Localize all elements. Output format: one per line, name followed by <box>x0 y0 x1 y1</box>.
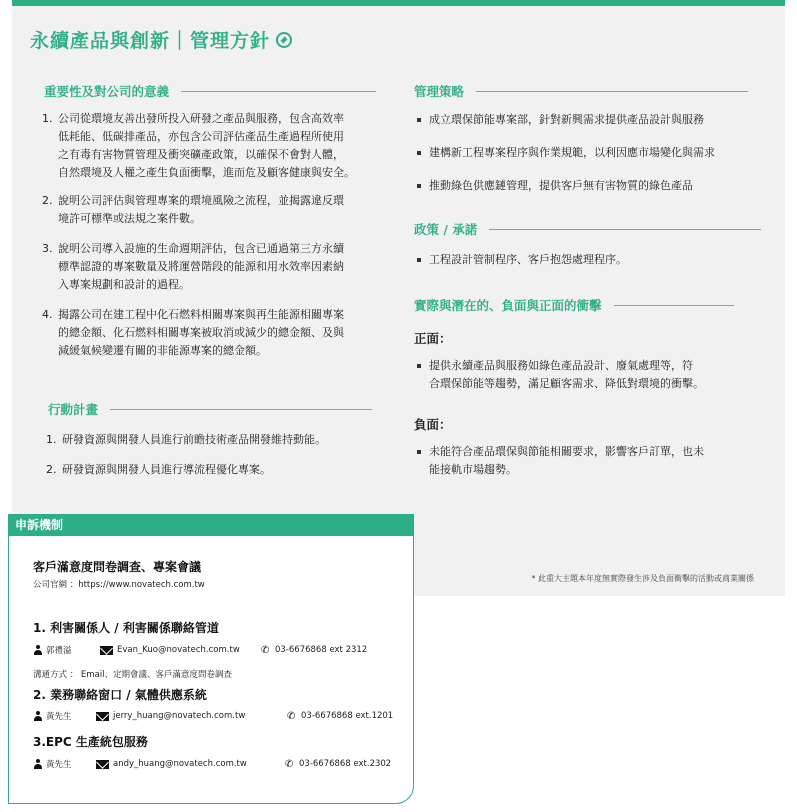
item-text: 推動綠色供應鏈管理，提供客戶無有害物質的綠色產品 <box>429 179 693 192</box>
contact-phone: 03-6676868 ext 2312 <box>275 645 368 655</box>
item-number: 1. <box>46 433 57 446</box>
strategy-heading-text: 管理策略 <box>414 84 465 99</box>
phone-icon: ✆ <box>287 710 296 722</box>
contact-email[interactable]: jerry_huang@novatech.com.tw <box>113 711 246 721</box>
item-text: 研發資源與開發人員進行導流程優化專案。 <box>62 463 271 476</box>
list-item <box>42 192 382 228</box>
item-text: 研發資源與開發人員進行前瞻技術產品開發維持動能。 <box>62 433 326 446</box>
item-text <box>429 443 704 479</box>
channel1-title: 1. 利害關係人 / 利害關係聯絡管道 <box>33 621 219 635</box>
contact-name: 郭禮溢 <box>46 646 72 656</box>
item-text: 建構新工程專案程序與作業規範，以利因應市場變化與需求 <box>429 146 715 159</box>
item-line: 的總金額、化石燃料相關專案被取消或減少的總金額、及與 <box>58 326 344 339</box>
action-heading-text: 行動計畫 <box>48 402 99 417</box>
mail-icon <box>100 646 113 655</box>
list-item <box>416 111 756 129</box>
contact-row <box>33 644 367 656</box>
contact-email[interactable]: andy_huang@novatech.com.tw <box>113 759 247 769</box>
item-number: 2. <box>42 194 53 207</box>
compass-icon <box>276 32 292 48</box>
list-item <box>42 306 382 360</box>
phone-icon: ✆ <box>261 644 270 656</box>
channel-note: 溝通方式 ： Email、定期會議、客戶滿意度問卷調查 <box>33 670 232 680</box>
heading-divider <box>476 91 748 92</box>
item-line: 說明公司導入設施的生命週期評估，包含已通過第三方永續 <box>58 242 344 255</box>
list-item <box>46 431 386 449</box>
list-item <box>416 357 756 393</box>
contact-email[interactable]: Evan_Kuo@novatech.com.tw <box>117 645 240 655</box>
footnote: * 此重大主題本年度無實際發生涉及負面衝擊的活動或商業關係 <box>531 574 754 583</box>
heading-divider <box>489 229 761 230</box>
person-icon <box>33 759 43 769</box>
list-item <box>42 110 382 182</box>
item-line: 公司從環境友善出發所投入研發之產品與服務，包含高效率 <box>58 112 344 125</box>
bullet-icon <box>416 111 429 129</box>
item-line: 境許可標準或法規之案件數。 <box>58 212 201 225</box>
website-link[interactable]: 公司官網 ：https://www.novatech.com.tw <box>33 580 205 590</box>
item-text <box>429 357 704 393</box>
bullet-icon <box>416 177 429 195</box>
positive-list <box>416 357 756 393</box>
heading-divider <box>181 91 376 92</box>
item-number: 3. <box>42 242 53 255</box>
grievance-box <box>8 514 414 804</box>
grievance-header: 申訴機制 <box>9 515 413 536</box>
policy-list <box>416 251 756 269</box>
list-item <box>416 251 756 269</box>
mail-icon <box>96 712 109 721</box>
contact-name: 黃先生 <box>46 760 72 770</box>
contact-phone: 03-6676868 ext.1201 <box>301 711 394 721</box>
survey-title: 客戶滿意度問卷調查、專案會議 <box>33 560 202 574</box>
importance-heading <box>44 82 376 100</box>
item-text: 成立環保節能專案部，針對新興需求提供產品設計與服務 <box>429 113 704 126</box>
strategy-list <box>416 111 756 195</box>
channel3-title: 3.EPC 生產統包服務 <box>33 735 148 749</box>
item-text <box>58 306 344 360</box>
contact-row <box>33 758 391 770</box>
item-line: 入專案規劃和設計的過程。 <box>58 278 190 291</box>
heading-divider <box>110 409 372 410</box>
action-list <box>46 431 386 479</box>
contact-name: 黃先生 <box>46 712 72 722</box>
bullet-icon <box>416 357 429 393</box>
person-icon <box>33 645 43 655</box>
positive-label: 正面： <box>414 331 452 346</box>
item-line: 之有毒有害物質管理及衝突礦產政策，以確保不會對人體， <box>58 148 344 161</box>
contact-row <box>33 710 393 722</box>
mail-icon <box>96 760 109 769</box>
item-line: 自然環境及人權之產生負面衝擊，進而危及顧客健康與安全。 <box>58 166 355 179</box>
strategy-heading <box>414 82 748 100</box>
list-item <box>42 240 382 294</box>
importance-list <box>42 110 382 360</box>
item-line: 低耗能、低碳排產品，亦包含公司評估產品生產過程所使用 <box>58 130 344 143</box>
item-text <box>58 192 344 228</box>
bullet-icon <box>416 144 429 162</box>
impact-heading-text: 實際與潛在的、負面與正面的衝擊 <box>414 298 602 313</box>
importance-heading-text: 重要性及對公司的意義 <box>44 84 170 99</box>
policy-heading <box>414 220 761 238</box>
list-item <box>416 443 756 479</box>
item-text <box>58 240 344 294</box>
item-line: 合環保節能等趨勢，滿足顧客需求、降低對環境的衝擊。 <box>429 377 704 390</box>
item-line: 未能符合產品環保與節能相關要求，影響客戶訂單，也未 <box>429 445 704 458</box>
item-line: 揭露公司在建工程中化石燃料相關專案與再生能源相關專案 <box>58 308 344 321</box>
impact-heading <box>414 296 734 314</box>
negative-label: 負面： <box>414 417 452 432</box>
list-item <box>46 461 386 479</box>
bullet-icon <box>416 251 429 269</box>
item-text: 工程設計管制程序、客戶抱怨處理程序。 <box>429 253 627 266</box>
list-item <box>416 177 756 195</box>
channel2-title: 2. 業務聯絡窗口 / 氣體供應系統 <box>33 688 207 702</box>
bullet-icon <box>416 443 429 479</box>
policy-heading-text: 政策 / 承諾 <box>414 222 478 237</box>
action-heading <box>48 400 372 418</box>
item-text <box>58 110 355 182</box>
item-line: 提供永續產品與服務如綠色產品設計、廢氣處理等，符 <box>429 359 693 372</box>
page-title <box>30 26 292 53</box>
negative-list <box>416 443 756 479</box>
item-line: 說明公司評估與管理專案的環境風險之流程，並揭露違反環 <box>58 194 344 207</box>
item-line: 能接軌市場趨勢。 <box>429 463 517 476</box>
list-item <box>416 144 756 162</box>
contact-phone: 03-6676868 ext.2302 <box>299 759 392 769</box>
page-title-text: 永續產品與創新｜管理方針 <box>30 30 271 52</box>
item-line: 減緩氣候變遷有關的非能源專案的總金額。 <box>58 344 267 357</box>
item-line: 標準認證的專案數量及將運營階段的能源和用水效率因素納 <box>58 260 344 273</box>
person-icon <box>33 711 43 721</box>
item-number: 2. <box>46 463 57 476</box>
item-number: 4. <box>42 308 53 321</box>
phone-icon: ✆ <box>285 758 294 770</box>
item-number: 1. <box>42 112 53 125</box>
heading-divider <box>614 305 734 306</box>
